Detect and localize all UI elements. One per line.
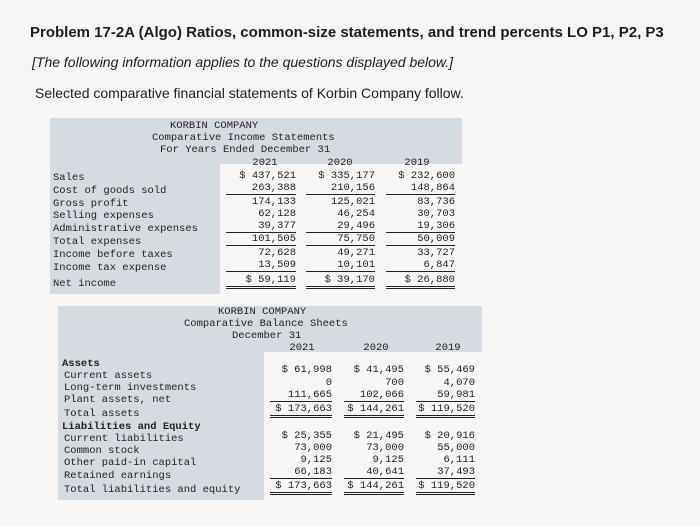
income-tax-2019: 6,847 (386, 259, 455, 272)
balance-long-term-investments-2019: 4,070 (443, 377, 475, 389)
balance-company: KORBIN COMPANY (218, 306, 307, 318)
income-label-total-expenses: Total expenses (53, 236, 142, 248)
income-year-2021: 2021 (252, 157, 278, 169)
income-label-before-taxes: Income before taxes (53, 249, 173, 261)
balance-total-assets-2021: $ 173,663 (270, 403, 332, 418)
income-admin-2020: 29,496 (306, 220, 375, 233)
income-gross-profit-2020: 125,021 (330, 196, 375, 208)
balance-long-term-investments-2021: 0 (325, 377, 332, 389)
balance-current-assets-2019: $ 55,469 (424, 364, 475, 376)
income-label-selling: Selling expenses (53, 210, 154, 222)
balance-common-stock-2020: 73,000 (366, 442, 404, 454)
income-period: For Years Ended December 31 (160, 144, 331, 156)
income-net-income-2021: $ 59,119 (226, 274, 296, 289)
balance-label-current-assets: Current assets (64, 370, 153, 382)
balance-year-2020: 2020 (363, 342, 389, 354)
balance-other-paid-in-2020: 9,125 (372, 454, 404, 466)
balance-retained-earnings-2019: 37,493 (416, 466, 475, 479)
income-admin-2021: 39,377 (226, 220, 296, 233)
income-company: KORBIN COMPANY (170, 120, 259, 132)
balance-total-liabilities-equity-2021: $ 173,663 (270, 480, 332, 495)
income-net-income-2020: $ 39,170 (306, 274, 375, 289)
income-cogs-2021: 263,388 (226, 182, 296, 195)
balance-year-2019: 2019 (435, 342, 461, 354)
income-cogs-2019: 148,864 (386, 182, 455, 195)
balance-other-paid-in-2019: 6,111 (443, 454, 475, 466)
balance-plant-assets-2020: 102,066 (344, 389, 404, 402)
balance-label-total-assets: Total assets (64, 408, 140, 420)
balance-period: December 31 (232, 330, 302, 342)
problem-title: Problem 17-2A (Algo) Ratios, common-size statements, and trend percents LO P1, P2, P3 (30, 24, 664, 41)
income-cogs-2020: 210,156 (306, 182, 375, 195)
income-selling-2021: 62,128 (258, 208, 296, 220)
balance-total-liabilities-equity-2019: $ 119,520 (416, 480, 475, 495)
balance-label-retained-earnings: Retained earnings (64, 470, 172, 482)
income-selling-2020: 46,254 (337, 208, 375, 220)
balance-retained-earnings-2021: 66,183 (270, 466, 332, 479)
balance-plant-assets-2019: 59,981 (416, 389, 475, 402)
income-label-cogs: Cost of goods sold (53, 185, 167, 197)
income-before-taxes-2021: 72,628 (258, 247, 296, 259)
balance-long-term-investments-2020: 700 (385, 377, 404, 389)
income-tax-2020: 10,101 (306, 259, 375, 272)
income-label-tax: Income tax expense (53, 262, 167, 274)
balance-current-assets-2020: $ 41,495 (353, 364, 404, 376)
income-label-sales: Sales (53, 172, 85, 184)
income-tax-2021: 13,509 (226, 259, 296, 272)
balance-year-2021: 2021 (289, 342, 315, 354)
balance-label-total-liabilities-equity: Total liabilities and equity (64, 484, 241, 496)
balance-total-assets-2020: $ 144,261 (344, 403, 404, 418)
balance-retained-earnings-2020: 40,641 (344, 466, 404, 479)
balance-label-plant-assets: Plant assets, net (64, 394, 172, 406)
balance-plant-assets-2021: 111,665 (270, 389, 332, 402)
income-sales-2019: $ 232,600 (398, 170, 455, 182)
balance-label-long-term-investments: Long-term investments (64, 382, 197, 394)
income-sales-2020: $ 335,177 (318, 170, 375, 182)
balance-total-assets-2019: $ 119,520 (416, 403, 475, 418)
balance-current-liabilities-2020: $ 21,495 (353, 430, 404, 442)
income-total-expenses-2019: 50,009 (386, 233, 455, 246)
income-label-net-income: Net income (53, 278, 117, 290)
balance-current-liabilities-2019: $ 20,916 (424, 430, 475, 442)
income-total-expenses-2021: 101,505 (226, 233, 296, 246)
balance-label-other-paid-in: Other paid-in capital (64, 457, 197, 469)
income-before-taxes-2019: 33,727 (417, 247, 455, 259)
balance-total-liabilities-equity-2020: $ 144,261 (344, 480, 404, 495)
balance-current-liabilities-2021: $ 25,355 (281, 430, 332, 442)
income-selling-2019: 30,703 (417, 208, 455, 220)
balance-current-assets-2021: $ 61,998 (281, 364, 332, 376)
problem-note: [The following information applies to the questions displayed below.] (32, 54, 454, 70)
income-sales-2021: $ 437,521 (239, 170, 296, 182)
balance-common-stock-2021: 73,000 (294, 442, 332, 454)
income-before-taxes-2020: 49,271 (337, 247, 375, 259)
balance-assets-heading: Assets (62, 358, 100, 370)
balance-sheet (58, 306, 488, 502)
income-statement (50, 118, 470, 298)
income-year-2019: 2019 (404, 157, 430, 169)
income-total-expenses-2020: 75,750 (306, 233, 375, 246)
income-label-admin: Administrative expenses (53, 223, 198, 235)
income-admin-2019: 19,306 (386, 220, 455, 233)
income-label-gross-profit: Gross profit (53, 198, 129, 210)
balance-label-common-stock: Common stock (64, 445, 140, 457)
income-year-2020: 2020 (327, 157, 353, 169)
balance-title: Comparative Balance Sheets (184, 318, 348, 330)
income-gross-profit-2019: 83,736 (417, 196, 455, 208)
income-gross-profit-2021: 174,133 (251, 196, 296, 208)
income-title: Comparative Income Statements (152, 132, 335, 144)
balance-common-stock-2019: 55,000 (437, 442, 475, 454)
balance-label-current-liabilities: Current liabilities (64, 433, 184, 445)
problem-intro: Selected comparative financial statements of Korbin Company follow. (35, 85, 464, 101)
balance-other-paid-in-2021: 9,125 (300, 454, 332, 466)
balance-liabilities-heading: Liabilities and Equity (62, 421, 201, 433)
income-net-income-2019: $ 26,880 (386, 274, 455, 289)
